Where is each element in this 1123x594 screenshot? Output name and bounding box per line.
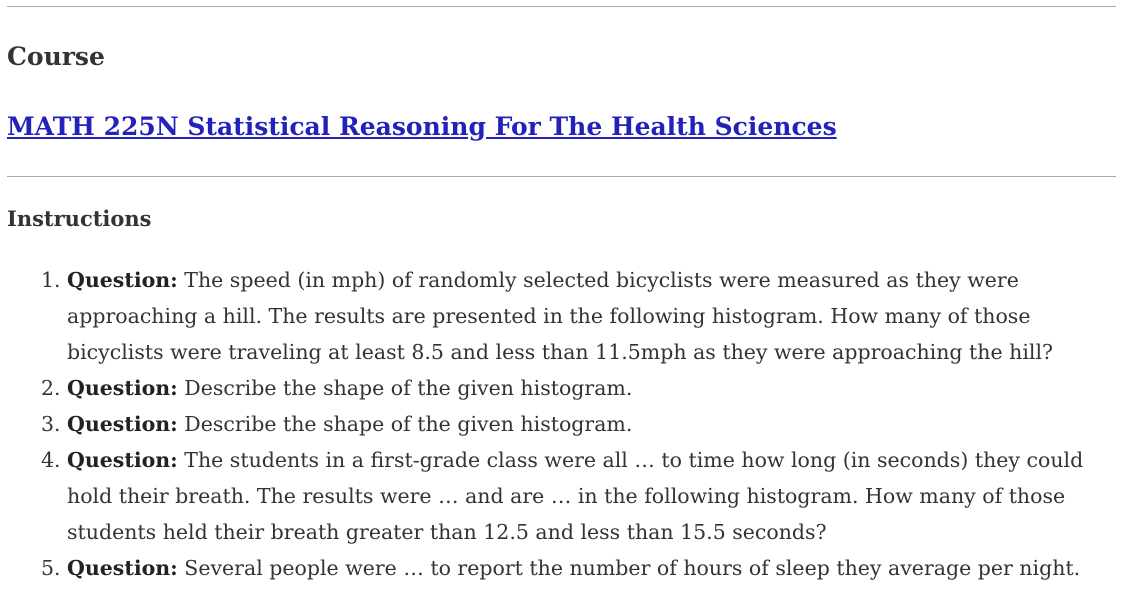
- course-title-link[interactable]: MATH 225N Statistical Reasoning For The Health Sciences: [7, 112, 837, 141]
- question-item-4: [41, 442, 1117, 550]
- question-label: Question:: [67, 268, 178, 292]
- question-label: Question:: [67, 412, 178, 436]
- question-number: 4.: [41, 448, 61, 472]
- question-item-2: [41, 370, 1117, 406]
- question-number: 1.: [41, 268, 61, 292]
- top-divider: [7, 6, 1116, 7]
- question-item-3: [41, 406, 1117, 442]
- question-text: Several people were … to report the number of hours of sleep they average per night.: [184, 556, 1081, 580]
- section-divider: [7, 176, 1116, 177]
- question-number: 2.: [41, 376, 61, 400]
- question-item-1: [41, 262, 1117, 370]
- question-text: The speed (in mph) of randomly selected bicyclists were measured as they were approaching a hill. The results are presented in the following histogram. How many of those bicyclists were traveling at least 8.5 and less than 11.5mph as they were approaching the hill?: [67, 268, 1054, 364]
- question-number: 5.: [41, 556, 61, 580]
- instructions-heading: Instructions: [7, 206, 152, 231]
- question-label: Question:: [67, 556, 178, 580]
- question-text: Describe the shape of the given histogram.: [184, 376, 633, 400]
- course-heading: Course: [7, 42, 105, 71]
- question-number: 3.: [41, 412, 61, 436]
- question-item-5: [41, 550, 1117, 586]
- question-label: Question:: [67, 376, 178, 400]
- question-list: [41, 262, 1117, 586]
- question-text: The students in a first-grade class were all … to time how long (in seconds) they could hold their breath. The results were … and are … in the following histogram. How many of those students held their breath greater than 12.5 and less than 15.5 seconds?: [67, 448, 1084, 544]
- question-text: Describe the shape of the given histogram.: [184, 412, 633, 436]
- question-label: Question:: [67, 448, 178, 472]
